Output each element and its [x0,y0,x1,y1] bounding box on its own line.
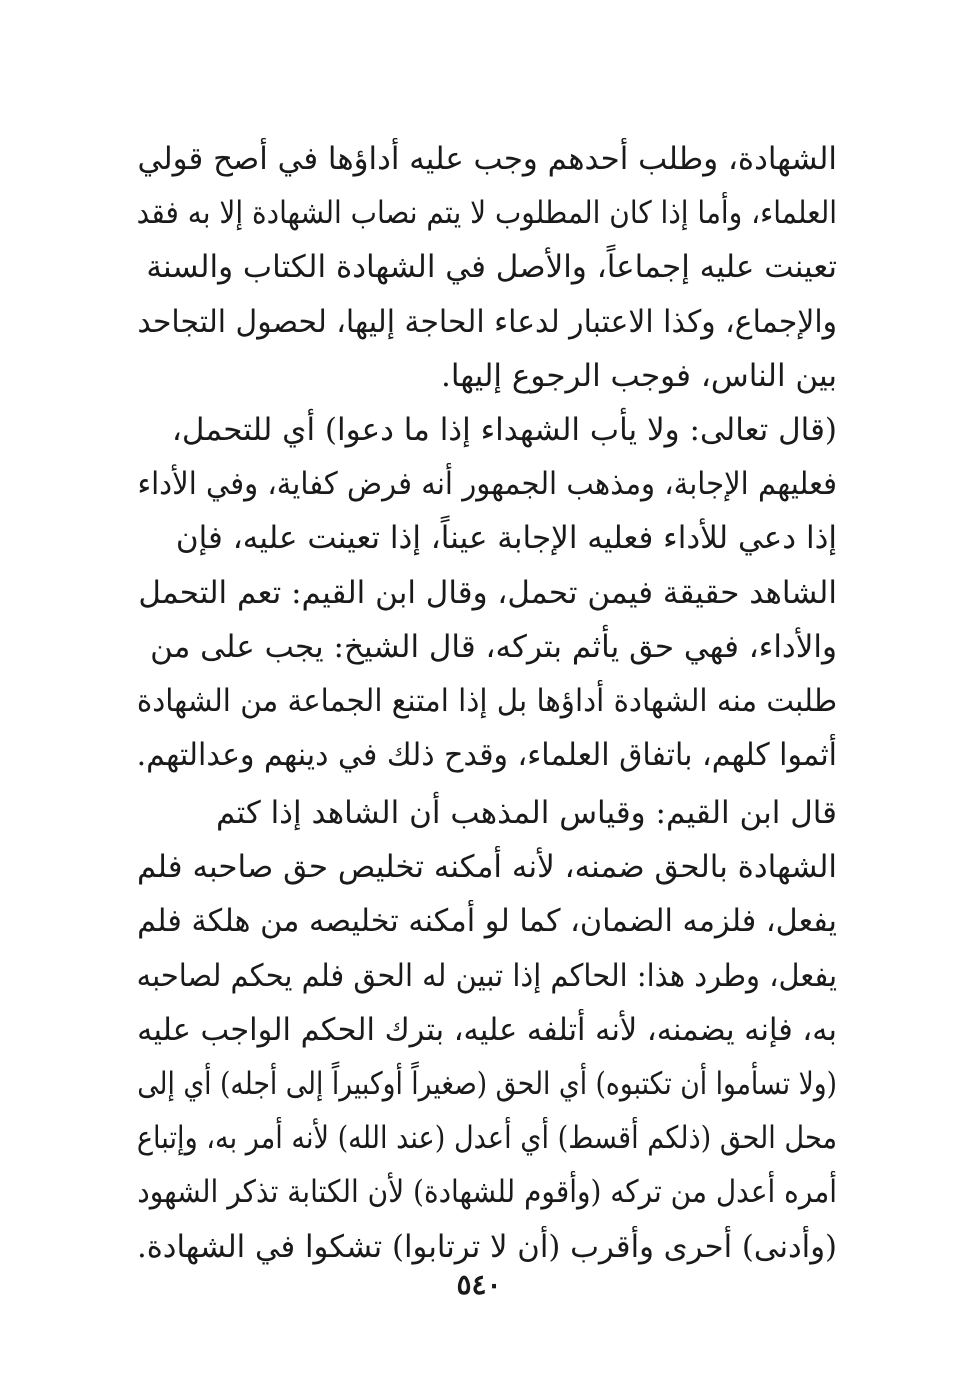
text-line: الشاهد حقيقة فيمن تحمل، وقال ابن القيم: تعم التحمل [138,574,837,611]
text-line: طلبت منه الشهادة أداؤها بل إذا امتنع الجماعة من الشهادة [136,683,837,720]
text-line: الشهادة بالحق ضمنه، لأنه أمكنه تخليص حق صاحبه فلم [136,849,838,886]
text-line: بين الناس، فوجب الرجوع إليها. [441,357,837,394]
text-line: والأداء، فهي حق يأثم بتركه، قال الشيخ: يجب على من [150,628,837,665]
text-line: تعينت عليه إجماعاً، والأصل في الشهادة الكتاب والسنة [146,249,837,286]
paragraph-1 [137,132,837,403]
text-line: محل الحق (ذلكم أقسط) أي أعدل (عند الله) لأنه أمر به، وإتباع [136,1120,837,1157]
text-line: (ولا تسأموا أن تكتبوه) أي الحق (صغيراً أوكبيراً إلى أجله) أي إلى [137,1066,838,1103]
text-line: أثموا كلهم، باتفاق العلماء، وقدح ذلك في دينهم وعدالتهم. [136,737,837,774]
paragraph-3 [137,786,837,1274]
text-line: الشهادة، وطلب أحدهم وجب عليه أداؤها في أصح قولي [137,141,837,177]
text-line: العلماء، وأما إذا كان المطلوب لا يتم نصاب الشهادة إلا به فقد [136,195,837,232]
text-line: يفعل، وطرد هذا: الحاكم إذا تبين له الحق فلم يحكم لصاحبه [136,957,837,994]
text-line: يفعل، فلزمه الضمان، كما لو أمكنه تخليصه من هلكة فلم [137,903,838,940]
text-line: إذا دعي للأداء فعليه الإجابة عيناً، إذا تعينت عليه، فإن [175,520,837,557]
text-line: أمره أعدل من تركه (وأقوم للشهادة) لأن الكتابة تذكر الشهود [137,1174,837,1211]
text-line: (وأدنى) أحرى وأقرب (أن لا ترتابوا) تشكوا في الشهادة. [136,1228,837,1265]
text-line: قال ابن القيم: وقياس المذهب أن الشاهد إذا كتم [215,795,837,831]
text-line: (قال تعالى: ولا يأب الشهداء إذا ما دعوا) أي للتحمل، [171,412,837,448]
text-line: فعليهم الإجابة، ومذهب الجمهور أنه فرض كفاية، وفي الأداء [137,466,837,503]
text-line: به، فإنه يضمنه، لأنه أتلفه عليه، بترك الحكم الواجب عليه [137,1011,838,1048]
paragraph-2 [137,403,837,782]
page-number: ٥٤٠ [456,1268,502,1301]
text-line: والإجماع، وكذا الاعتبار لدعاء الحاجة إليها، لحصول التجاحد [137,303,837,340]
